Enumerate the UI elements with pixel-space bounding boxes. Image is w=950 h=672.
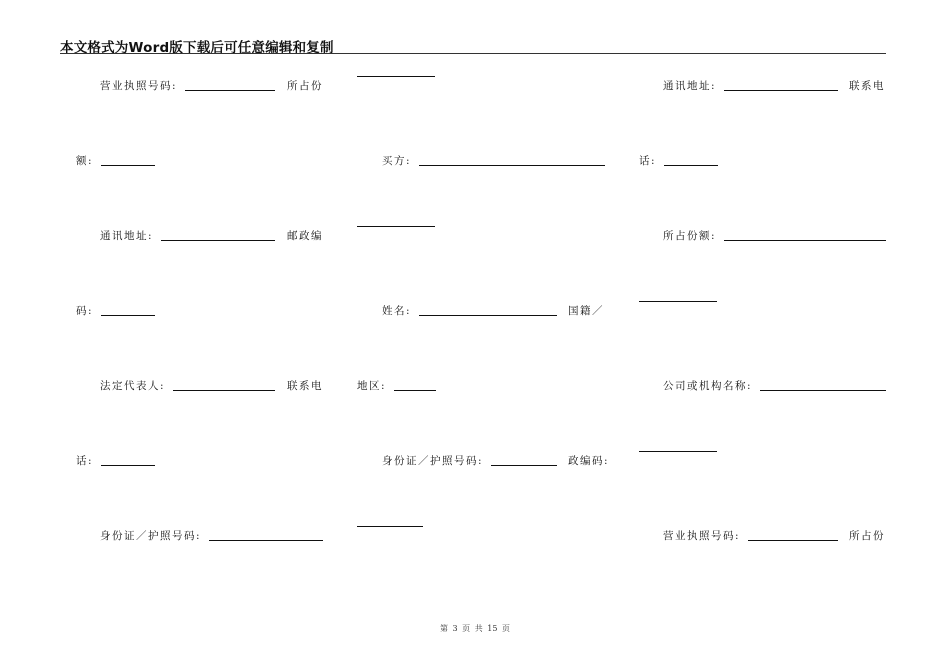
form-row [0,453,950,469]
name-field [382,303,557,318]
amount-field [76,153,155,168]
id-passport-field [382,453,557,468]
postal-field [287,228,323,243]
legal-rep-field [100,378,275,393]
field-label: 公司或机构名称: [663,380,753,392]
blank-line[interactable] [161,240,275,241]
blank-line[interactable] [185,90,275,91]
field-label: 邮政编 [287,230,323,242]
code-field [76,303,155,318]
blank-line[interactable] [419,165,605,166]
field-label: 额: [76,155,94,167]
blank-line[interactable] [639,301,717,302]
share-field [287,78,323,93]
share-field [849,528,885,543]
postal-blank [357,228,435,229]
form-row [0,228,950,244]
address-field [663,78,838,93]
blank-line[interactable] [357,76,435,77]
field-label: 姓名: [382,305,412,317]
business-license-field [663,528,838,543]
region-field [357,378,436,393]
blank-line[interactable] [173,390,275,391]
field-label: 话: [639,155,657,167]
field-label: 所占份 [849,530,885,542]
field-label: 所占份额: [663,230,717,242]
blank-line[interactable] [101,165,155,166]
phone-field [287,378,323,393]
field-label: 地区: [357,380,387,392]
total-page-number: 15 [487,624,498,633]
form-row [0,153,950,169]
footer-suffix: 页 [502,624,510,633]
blank-line[interactable] [724,90,838,91]
company-name-field [663,378,886,393]
blank-line[interactable] [101,315,155,316]
page-footer [0,623,950,634]
field-label: 身份证／护照号码: [382,455,484,467]
field-label: 法定代表人: [100,380,166,392]
form-row [0,378,950,394]
footer-prefix: 第 [439,624,448,633]
id-passport-blank [357,528,423,529]
form-row [0,528,950,544]
page-header: 本文格式为Word版下载后可任意编辑和复制 [60,40,334,56]
blank-line[interactable] [748,540,838,541]
blank-line[interactable] [760,390,886,391]
blank-line[interactable] [419,315,557,316]
nationality-field [568,303,604,318]
field-label: 通讯地址: [663,80,717,92]
blank-line[interactable] [394,390,436,391]
form-row [0,78,950,94]
footer-total-word: 共 [474,624,483,633]
share-blank [357,78,435,79]
blank-line[interactable] [724,240,886,241]
field-label: 通讯地址: [100,230,154,242]
form-row [0,303,950,319]
field-label: 国籍／ [568,305,604,317]
field-label: 联系电 [849,80,885,92]
phone-cont-field [76,453,155,468]
field-label: 政编码: [568,455,610,467]
postal-cont-field [568,453,609,468]
postal-cont-blank [639,453,717,454]
field-label: 身份证／护照号码: [100,530,202,542]
field-label: 营业执照号码: [663,530,741,542]
phone-cont-field [639,153,718,168]
blank-line[interactable] [209,540,323,541]
blank-line[interactable] [639,451,717,452]
blank-line[interactable] [357,526,423,527]
field-label: 所占份 [287,80,323,92]
field-label: 话: [76,455,94,467]
field-label: 营业执照号码: [100,80,178,92]
field-label: 联系电 [287,380,323,392]
blank-line[interactable] [491,465,557,466]
blank-line[interactable] [101,465,155,466]
id-passport-field [100,528,323,543]
field-label: 买方: [382,155,412,167]
business-license-field [100,78,275,93]
header-divider [60,53,886,54]
share-amount-field [663,228,886,243]
current-page-number: 3 [452,624,458,633]
buyer-field [382,153,605,168]
phone-field [849,78,885,93]
field-label: 码: [76,305,94,317]
footer-page-word: 页 [462,624,471,633]
address-field [100,228,275,243]
blank-line[interactable] [664,165,718,166]
blank-line[interactable] [357,226,435,227]
nationality-blank [639,303,717,304]
